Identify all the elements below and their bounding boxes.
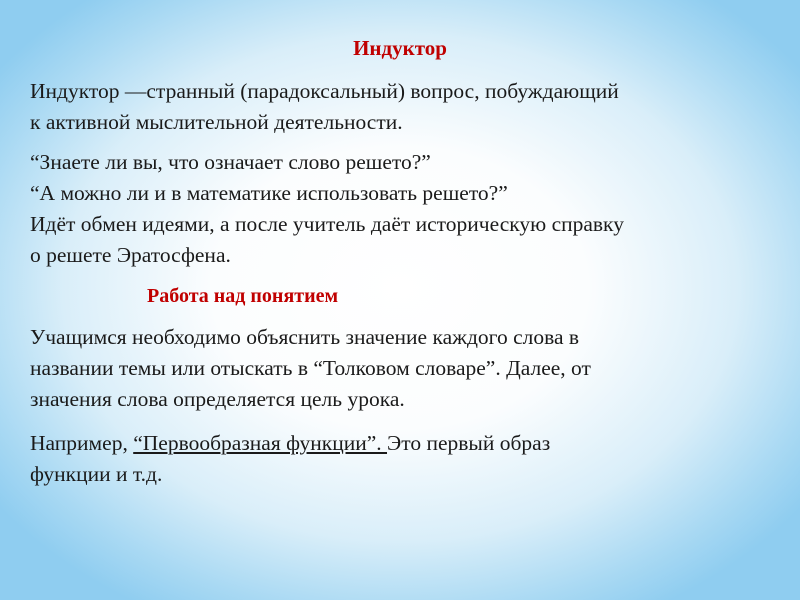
question-line-4: о решете Эратосфена.: [30, 243, 231, 267]
body-paragraph: [30, 322, 775, 415]
example-prefix: Например,: [30, 431, 134, 455]
body-line-3: значения слова определяется цель урока.: [30, 387, 405, 411]
example-line-2: функции и т.д.: [30, 462, 163, 486]
intro-line-1: Индуктор —странный (парадоксальный) вопрос, побуждающий: [30, 79, 619, 103]
example-line-1: [30, 428, 775, 459]
question-line-2: “А можно ли и в математике использовать решето?”: [30, 181, 508, 205]
questions-paragraph: [30, 147, 775, 271]
intro-paragraph: [30, 76, 775, 138]
body-line-2: названии темы или отыскать в “Толковом словаре”. Далее, от: [30, 356, 591, 380]
slide-title: Индуктор: [353, 36, 447, 60]
question-line-3: Идёт обмен идеями, а после учитель даёт историческую справку: [30, 212, 624, 236]
section-subtitle: Работа над понятием: [147, 285, 339, 307]
example-term: “Первообразная функции”.: [133, 431, 388, 455]
example-paragraph: [30, 428, 775, 490]
question-line-1: “Знаете ли вы, что означает слово решето?”: [30, 150, 431, 174]
intro-line-2: к активной мыслительной деятельности.: [30, 110, 403, 134]
example-suffix: Это первый образ: [387, 431, 551, 455]
body-line-1: Учащимся необходимо объяснить значение каждого слова в: [30, 325, 580, 349]
